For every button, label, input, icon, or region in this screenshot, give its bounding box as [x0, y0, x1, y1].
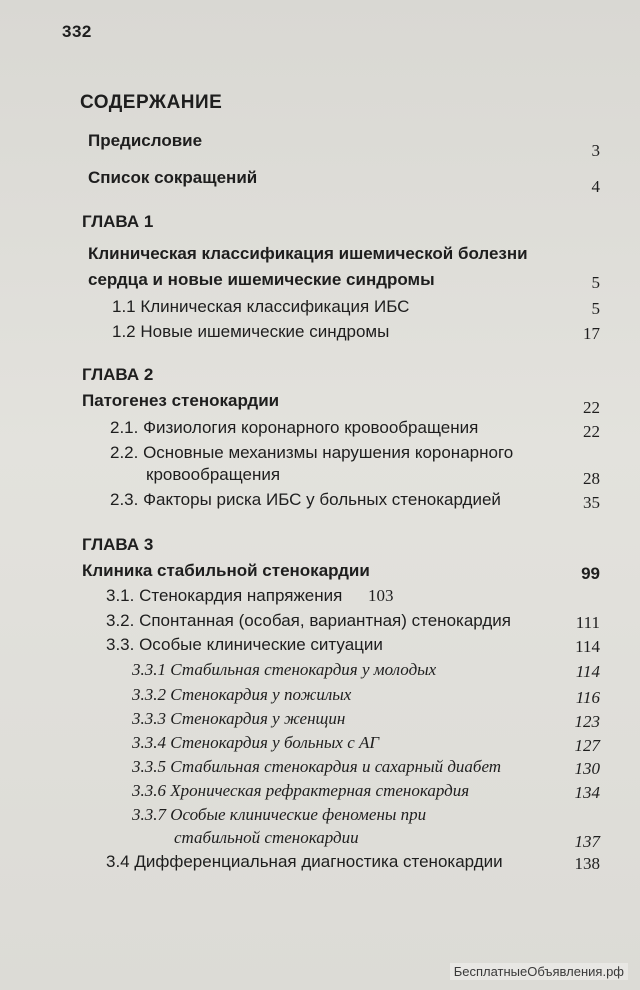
subsection-title: 3.3.7 Особые клинические феномены при — [132, 805, 427, 824]
toc-entry-title: Список сокращений — [88, 168, 258, 187]
section-page: 138 — [574, 854, 600, 873]
section-page: 17 — [583, 324, 600, 343]
chapter-page: 5 — [591, 273, 600, 292]
toc-entry-title: Предисловие — [88, 131, 203, 150]
section-title: 3.3. Особые клинические ситуации — [106, 635, 383, 654]
section-page: 5 — [591, 299, 600, 318]
toc-entry-page: 4 — [591, 177, 600, 196]
section-title: 3.2. Спонтанная (особая, вариантная) стенокардия — [106, 611, 511, 630]
chapter-label: ГЛАВА 2 — [82, 365, 154, 384]
section-page: 22 — [583, 422, 600, 441]
subsection-page: 116 — [575, 688, 600, 707]
section-page: 103 — [368, 586, 394, 605]
subsection-title: 3.3.1 Стабильная стенокардия у молодых — [132, 660, 437, 679]
toc-heading: СОДЕРЖАНИЕ — [80, 92, 223, 113]
section-page: 35 — [583, 493, 600, 512]
subsection-page: 130 — [574, 759, 600, 778]
chapter-title-line: Патогенез стенокардии — [82, 391, 280, 410]
subsection-page: 114 — [575, 662, 600, 681]
watermark: БесплатныеОбъявления.рф — [450, 963, 628, 980]
section-title: 2.2. Основные механизмы нарушения коронарного — [110, 443, 514, 462]
section-title: 1.2 Новые ишемические синдромы — [112, 322, 390, 341]
chapter-label: ГЛАВА 1 — [82, 212, 154, 231]
section-title: 3.1. Стенокардия напряжения — [106, 586, 343, 605]
subsection-page: 134 — [574, 783, 600, 802]
subsection-title-cont: стабильной стенокардии — [174, 828, 359, 847]
subsection-title: 3.3.2 Стенокардия у пожилых — [132, 685, 352, 704]
subsection-title: 3.3.5 Стабильная стенокардия и сахарный диабет — [132, 757, 502, 776]
subsection-page: 137 — [574, 832, 600, 851]
chapter-title-line: сердца и новые ишемические синдромы — [88, 270, 435, 289]
section-title: 3.4 Дифференциальная диагностика стенокардии — [106, 852, 503, 871]
section-page: 114 — [575, 637, 600, 656]
chapter-label: ГЛАВА 3 — [82, 535, 154, 554]
page-number: 332 — [62, 22, 92, 41]
chapter-page: 99 — [581, 564, 600, 583]
subsection-title: 3.3.3 Стенокардия у женщин — [132, 709, 346, 728]
toc-entry-page: 3 — [591, 141, 600, 160]
chapter-title-line: Клиническая классификация ишемической болезни — [88, 244, 528, 263]
section-title: 2.1. Физиология коронарного кровообращения — [110, 418, 479, 437]
subsection-page: 123 — [574, 712, 600, 731]
subsection-title: 3.3.6 Хроническая рефрактерная стенокардия — [132, 781, 470, 800]
section-page: 28 — [583, 469, 600, 488]
section-page: 111 — [575, 613, 600, 632]
chapter-page: 22 — [583, 398, 600, 417]
section-title-cont: кровообращения — [146, 465, 281, 484]
section-title: 2.3. Факторы риска ИБС у больных стенокардией — [110, 490, 501, 509]
subsection-page: 127 — [574, 736, 600, 755]
chapter-title-line: Клиника стабильной стенокардии — [82, 561, 370, 580]
subsection-title: 3.3.4 Стенокардия у больных с АГ — [132, 733, 380, 752]
section-title: 1.1 Клиническая классификация ИБС — [112, 297, 410, 316]
